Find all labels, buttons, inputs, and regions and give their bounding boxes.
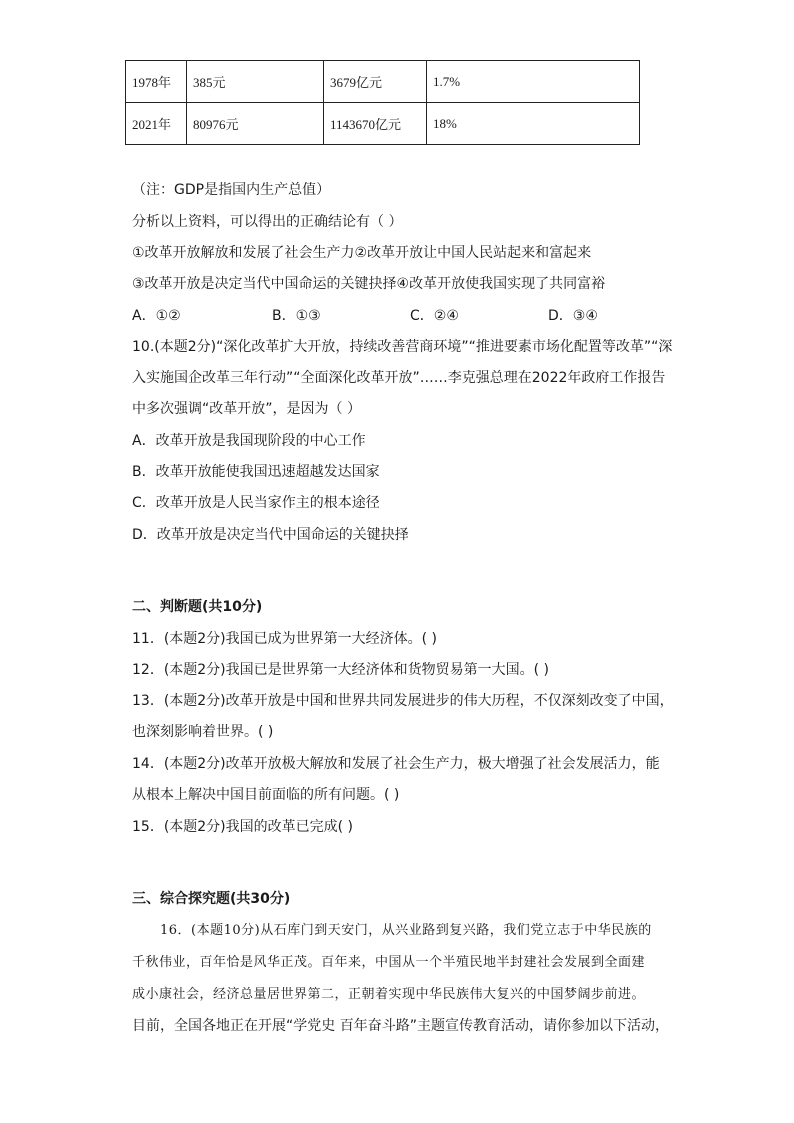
- q16-line-3: 成小康社会，经济总量居世界第二，正朝着实现中华民族伟大复兴的中国梦阔步前进。: [132, 987, 646, 1002]
- q12: 12．(本题2分)我国已是世界第一大经济体和货物贸易第一大国。( ): [132, 662, 550, 678]
- q10-option-c[interactable]: C．改革开放是人民当家作主的根本途径: [132, 495, 380, 511]
- q10-stem-1: 10.(本题2分)“深化改革扩大开放，持续改善营商环境”“推进要素市场化配置等改革”“深: [132, 339, 673, 355]
- q9-statements-1: ①改革开放解放和发展了社会生产力②改革开放让中国人民站起来和富起来: [132, 245, 592, 261]
- gdp-note: （注：GDP是指国内生产总值）: [132, 182, 331, 198]
- section3-title: 三、综合探究题(共30分): [132, 891, 291, 907]
- q13-line-2: 也深刻影响着世界。( ): [132, 724, 274, 740]
- q13-line-1: 13．(本题2分)改革开放是中国和世界共同发展进步的伟大历程，不仅深刻改变了中国，: [132, 693, 674, 709]
- q9-option-c[interactable]: C．②④: [410, 308, 459, 324]
- q9-option-d[interactable]: D．③④: [548, 308, 598, 324]
- table-cell: 1978年: [126, 61, 187, 103]
- table-cell: 1.7%: [427, 61, 640, 103]
- table-cell: 2021年: [126, 103, 187, 145]
- q16-line-4: 目前，全国各地正在开展“学党史 百年奋斗路”主题宣传教育活动，请你参加以下活动，: [132, 1018, 669, 1034]
- q11: 11．(本题2分)我国已成为世界第一大经济体。( ): [132, 631, 438, 647]
- table-cell: 18%: [427, 103, 640, 145]
- q14-line-1: 14．(本题2分)改革开放极大解放和发展了社会生产力，极大增强了社会发展活力，能: [132, 756, 660, 772]
- section2-title: 二、判断题(共10分): [132, 599, 263, 615]
- q9-option-b[interactable]: B．①③: [272, 308, 321, 324]
- q10-stem-2: 入实施国企改革三年行动”“全面深化改革开放”……李克强总理在2022年政府工作报告: [132, 370, 666, 386]
- table-cell: 3679亿元: [324, 61, 427, 103]
- table-cell: 385元: [187, 61, 324, 103]
- q9-option-a[interactable]: A．①②: [132, 308, 181, 324]
- table-row: [126, 103, 640, 145]
- table-cell: 1143670亿元: [324, 103, 427, 145]
- q16-line-1: 16．(本题10分)从石库门到天安门，从兴业路到复兴路，我们党立志于中华民族的: [160, 923, 652, 938]
- q16-line-2: 千秋伟业，百年恰是风华正茂。百年来，中国从一个半殖民地半封建社会发展到全面建: [132, 955, 646, 970]
- q15: 15．(本题2分)我国的改革已完成( ): [132, 819, 354, 835]
- q10-option-b[interactable]: B．改革开放能使我国迅速超越发达国家: [132, 464, 380, 480]
- q9-options: [132, 306, 598, 326]
- table-row: [126, 61, 640, 103]
- statistics-table: [125, 60, 640, 145]
- q14-line-2: 从根本上解决中国目前面临的所有问题。( ): [132, 787, 400, 803]
- table-cell: 80976元: [187, 103, 324, 145]
- q9-stem: 分析以上资料，可以得出的正确结论有（ ）: [132, 214, 403, 230]
- q10-option-d[interactable]: D．改革开放是决定当代中国命运的关键抉择: [132, 527, 409, 543]
- q10-option-a[interactable]: A．改革开放是我国现阶段的中心工作: [132, 433, 366, 449]
- q9-statements-2: ③改革开放是决定当代中国命运的关键抉择④改革开放使我国实现了共同富裕: [132, 276, 606, 292]
- q10-stem-3: 中多次强调“改革开放”，是因为（ ）: [132, 401, 361, 417]
